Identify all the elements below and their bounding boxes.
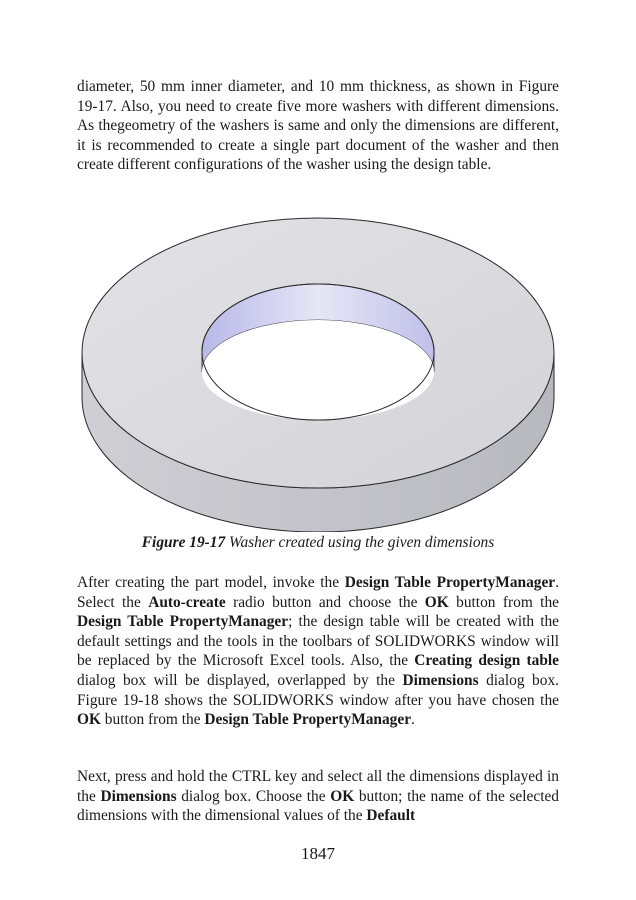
bold-term: Default — [366, 807, 416, 825]
text-run: dialog box will be displayed, overlapped by the — [77, 671, 403, 689]
text-run: dialog box. Figure 19-18 shows the SOLIDWORKS window after you have chosen the — [77, 671, 559, 709]
figure-caption — [0, 534, 636, 552]
text-run: button from the — [448, 593, 559, 611]
paragraph-intro: diameter, 50 mm inner diameter, and 10 mm thickness, as shown in Figure 19-17. Also, you need to create five more washers with different dimensions. As thegeometry of the washers is same and only the dimensions are different, it is recommended to create a single part document of the washer and then create different configurations of the washer using the design table. — [77, 78, 559, 174]
bold-term: Design Table PropertyManager — [344, 574, 556, 591]
washer-illustration — [78, 212, 562, 532]
bold-term: Creating design table — [414, 652, 559, 670]
washer-figure — [78, 212, 562, 532]
bold-term: Design Table PropertyManager — [204, 711, 412, 729]
text-run: button; the name of the selected dimensions with the dimensional values of the — [77, 787, 559, 825]
text-run: radio button and choose the — [225, 593, 425, 611]
bold-term: Dimensions — [402, 671, 479, 689]
text-run: . Select the — [77, 574, 559, 611]
bold-term: Auto-create — [148, 593, 226, 611]
text-run: dialog box. Choose the — [176, 787, 331, 805]
bold-term: Dimensions — [100, 787, 177, 805]
text-run: Next, press and hold the CTRL key and select all the dimensions displayed in the — [77, 768, 559, 805]
text-run: button from the — [100, 711, 205, 729]
text-run: After creating the part model, invoke the — [77, 574, 345, 591]
washer-hole-opening — [202, 320, 434, 420]
page-number: 1847 — [301, 844, 335, 863]
text-run: . — [411, 711, 415, 729]
figure-caption-text: Washer created using the given dimensions — [229, 534, 495, 551]
paragraph-design-table — [77, 573, 559, 730]
bold-term: OK — [330, 787, 355, 805]
text-run: ; the design table will be created with the default settings and the tools in the toolbars of SOLIDWORKS window will be replaced by the Microsoft Excel tools. Also, the — [77, 613, 560, 670]
bold-term: OK — [77, 711, 101, 729]
bold-term: OK — [424, 593, 449, 611]
bold-term: Design Table PropertyManager — [77, 613, 289, 631]
figure-label: Figure 19-17 — [141, 534, 226, 551]
paragraph-select-dimensions — [77, 767, 559, 826]
